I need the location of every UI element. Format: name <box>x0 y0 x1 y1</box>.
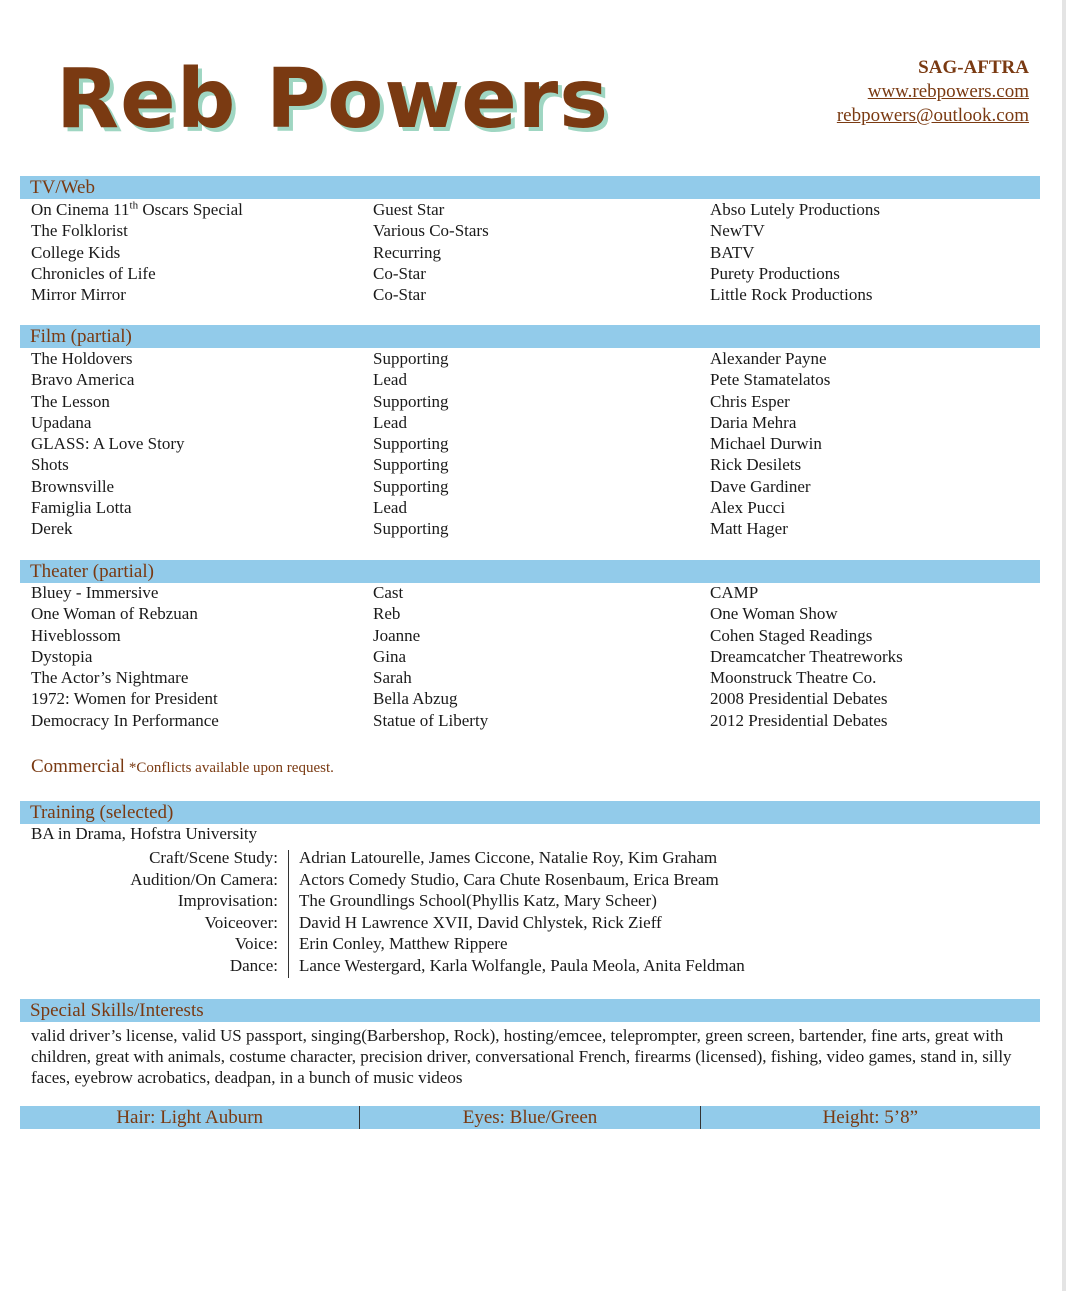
credit-role: Sarah <box>373 668 412 688</box>
credit-title: GLASS: A Love Story <box>31 434 185 454</box>
credit-row <box>31 688 1031 709</box>
section-heading-tvweb: TV/Web <box>20 176 1040 199</box>
credit-company: BATV <box>710 242 755 262</box>
credit-role: Reb <box>373 604 401 624</box>
tvweb-credits <box>31 199 1031 305</box>
credit-title: On Cinema 11th Oscars Special <box>31 199 243 219</box>
ordinal-suffix: th <box>129 199 139 212</box>
training-category: Dance: <box>229 955 278 975</box>
training-row <box>31 912 1011 934</box>
credit-role: Joanne <box>373 625 421 645</box>
training-row <box>31 890 1011 912</box>
credit-title: Bravo America <box>31 370 135 390</box>
credit-role: Recurring <box>373 242 441 262</box>
credit-role: Bella Abzug <box>373 689 458 709</box>
credit-title: Brownsville <box>31 476 115 496</box>
credit-company: CAMP <box>710 583 759 602</box>
credit-director: Pete Stamatelatos <box>710 370 831 390</box>
credit-role: Various Co-Stars <box>373 221 489 241</box>
training-row <box>31 955 1011 977</box>
credit-title: The Holdovers <box>31 349 133 368</box>
training-teachers: Lance Westergard, Karla Wolfangle, Paula Meola, Anita Feldman <box>299 955 745 975</box>
page-edge <box>1062 0 1066 1291</box>
eyes-stat: Eyes: Blue/Green <box>359 1106 699 1129</box>
credit-row <box>31 369 1031 390</box>
credit-role: Supporting <box>373 349 449 368</box>
credit-title: Hiveblossom <box>31 625 121 645</box>
training-list <box>31 847 1011 976</box>
contact-block <box>837 56 1029 128</box>
credit-company: Little Rock Productions <box>710 285 873 305</box>
credit-row <box>31 391 1031 412</box>
credit-row <box>31 412 1031 433</box>
training-category: Improvisation: <box>177 891 278 910</box>
credit-title: Bluey - Immersive <box>31 583 159 602</box>
section-heading-commercial: Commercial <box>31 756 125 777</box>
training-teachers: The Groundlings School(Phyllis Katz, Mary Scheer) <box>299 891 657 910</box>
section-heading-skills: Special Skills/Interests <box>20 999 1040 1022</box>
email-link[interactable]: rebpowers@outlook.com <box>836 105 1029 126</box>
credit-title: College Kids <box>31 242 121 262</box>
credit-director: Alex Pucci <box>710 498 786 518</box>
degree: BA in Drama, Hofstra University <box>31 824 258 843</box>
credit-row <box>31 199 1031 220</box>
credit-title: Upadana <box>31 412 92 432</box>
training-teachers: Adrian Latourelle, James Ciccone, Natalie Roy, Kim Graham <box>299 848 718 867</box>
credit-role: Lead <box>373 498 407 518</box>
training-category: Voiceover: <box>204 912 278 932</box>
credit-role: Cast <box>373 583 404 602</box>
credit-title: The Actor’s Nightmare <box>31 668 189 688</box>
credit-role: Statue of Liberty <box>373 710 489 730</box>
credit-row <box>31 220 1031 241</box>
credit-row <box>31 263 1031 284</box>
credit-row <box>31 497 1031 518</box>
training-teachers: Erin Conley, Matthew Rippere <box>299 934 508 953</box>
credit-row <box>31 667 1031 688</box>
credit-row <box>31 284 1031 305</box>
credit-director: Michael Durwin <box>710 434 822 454</box>
credit-title: Chronicles of Life <box>31 263 156 283</box>
credit-row <box>31 646 1031 667</box>
section-heading-theater: Theater (partial) <box>20 560 1040 583</box>
training-row <box>31 933 1011 955</box>
credit-role: Lead <box>373 412 407 432</box>
section-heading-training: Training (selected) <box>20 801 1040 824</box>
credit-row <box>31 454 1031 475</box>
hair-stat: Hair: Light Auburn <box>116 1107 264 1128</box>
training-divider <box>288 850 289 978</box>
credit-company: 2012 Presidential Debates <box>710 710 888 730</box>
credit-director: Matt Hager <box>710 519 788 539</box>
credit-row <box>31 603 1031 624</box>
credit-company: Abso Lutely Productions <box>710 200 880 219</box>
training-category: Craft/Scene Study: <box>149 848 278 867</box>
credit-role: Co-Star <box>373 285 426 305</box>
credit-role: Supporting <box>373 476 449 496</box>
credit-company: 2008 Presidential Debates <box>710 689 888 709</box>
credit-title: One Woman of Rebzuan <box>31 604 198 624</box>
commercial-note: *Conflicts available upon request. <box>128 760 334 776</box>
credit-row <box>31 625 1031 646</box>
section-heading-film: Film (partial) <box>20 325 1040 348</box>
website-link[interactable]: www.rebpowers.com <box>867 81 1029 102</box>
height-stat: Height: 5’8” <box>700 1106 1040 1129</box>
credit-role: Gina <box>373 646 407 666</box>
skills-text: valid driver’s license, valid US passport, singing(Barbershop, Rock), hosting/emcee, teleprompter, green screen, bartender, fine arts, great with children, great with animals, costume character, precision driver, conversational French, firearms (licensed), fishing, video games, stand in, silly faces, eyebrow acrobatics, deadpan, in a bunch of music videos <box>31 1026 1012 1087</box>
credit-role: Guest Star <box>373 200 445 219</box>
credit-director: Daria Mehra <box>710 412 797 432</box>
credit-title: Dystopia <box>31 646 93 666</box>
credit-role: Supporting <box>373 519 449 539</box>
credit-row <box>31 582 1031 603</box>
union-affiliation: SAG-AFTRA <box>918 57 1029 78</box>
credit-title: Derek <box>31 519 73 539</box>
credit-role: Supporting <box>373 455 449 475</box>
credit-director: Rick Desilets <box>710 455 802 475</box>
credit-title: 1972: Women for President <box>31 689 218 709</box>
training-row <box>31 847 1011 869</box>
credit-row <box>31 710 1031 731</box>
credit-title: Democracy In Performance <box>31 710 219 730</box>
credit-director: Alexander Payne <box>710 349 827 368</box>
credit-company: Dreamcatcher Theatreworks <box>710 646 903 666</box>
credit-title: Famiglia Lotta <box>31 498 132 518</box>
credit-title: The Folklorist <box>31 221 128 241</box>
credit-director: Chris Esper <box>710 391 790 411</box>
credit-director: Dave Gardiner <box>710 476 811 496</box>
credit-row <box>31 518 1031 539</box>
credit-title: Mirror Mirror <box>31 285 126 305</box>
actor-name: Reb Powers <box>56 52 610 147</box>
training-teachers: David H Lawrence XVII, David Chlystek, Rick Zieff <box>299 912 662 932</box>
credit-title: The Lesson <box>31 391 110 411</box>
credit-role: Co-Star <box>373 263 426 283</box>
training-row <box>31 869 1011 891</box>
credit-company: One Woman Show <box>710 604 838 624</box>
credit-company: NewTV <box>710 221 765 241</box>
credit-row <box>31 476 1031 497</box>
credit-title: Shots <box>31 455 69 475</box>
credit-row <box>31 348 1031 369</box>
credit-row <box>31 242 1031 263</box>
credit-role: Lead <box>373 370 407 390</box>
credit-role: Supporting <box>373 434 449 454</box>
theater-credits <box>31 582 1031 731</box>
training-category: Audition/On Camera: <box>130 869 278 889</box>
credit-company: Moonstruck Theatre Co. <box>710 668 877 688</box>
physical-stats-bar <box>20 1106 1040 1129</box>
training-category: Voice: <box>234 934 278 953</box>
film-credits <box>31 348 1031 540</box>
credit-company: Cohen Staged Readings <box>710 625 873 645</box>
credit-company: Purety Productions <box>710 263 840 283</box>
commercial-section <box>31 756 334 778</box>
training-teachers: Actors Comedy Studio, Cara Chute Rosenbaum, Erica Bream <box>299 869 719 889</box>
credit-row <box>31 433 1031 454</box>
credit-role: Supporting <box>373 391 449 411</box>
